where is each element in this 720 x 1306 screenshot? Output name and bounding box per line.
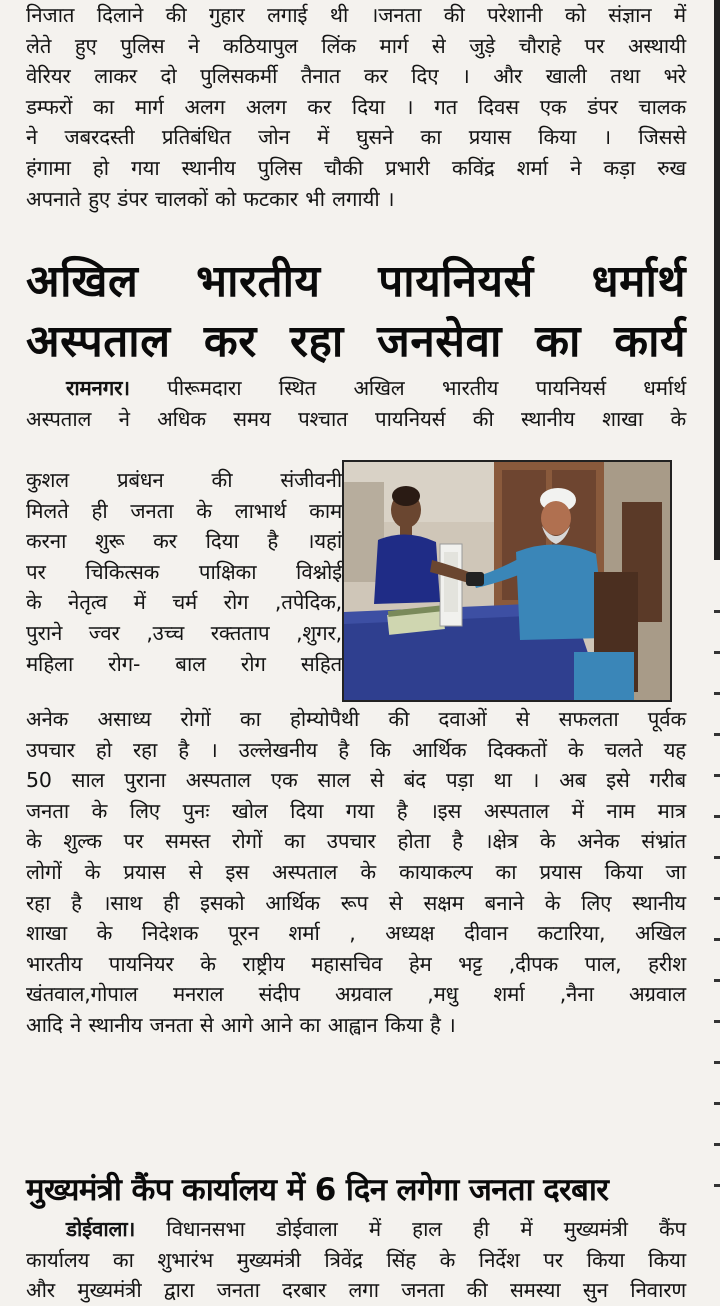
text-line: पर चिकित्सक पाक्षिका विश्नोई — [26, 559, 342, 584]
text-line: अपनाते हुए डंपर चालकों को फटकार भी लगायी । — [26, 186, 395, 211]
second-story-body — [26, 1214, 686, 1306]
headline-line-1: अखिल भारतीय पायनियर्स धर्मार्थ — [26, 256, 686, 307]
text-line: वेरियर लाकर दो पुलिसकर्मी तैनात कर दिए । और खाली तथा भरे — [26, 64, 686, 89]
text-line: उपचार हो रहा है । उल्लेखनीय है कि आर्थिक दिक्कतों के चलते यह — [26, 737, 686, 762]
text-line — [26, 373, 686, 404]
text-line: महिला रोग- बाल रोग सहित — [26, 651, 342, 676]
story-body — [26, 704, 686, 1041]
previous-story-paragraph — [26, 0, 686, 214]
adjacent-column-text-fragments — [710, 610, 720, 1225]
text-line: अस्पताल ने अधिक समय पश्चात पायनियर्स की स्थानीय शाखा के — [26, 406, 686, 431]
dateline-place: डोईवाला। — [66, 1217, 136, 1241]
clinic-scene-illustration — [344, 462, 670, 700]
text-line: के नेतृत्व में चर्म रोग ,तपेदिक, — [26, 590, 342, 615]
news-photo — [342, 460, 672, 702]
lead-text: विधानसभा डोईवाला में हाल ही में मुख्यमंत्री कैंप — [166, 1217, 686, 1241]
wrapped-text — [26, 465, 342, 679]
adjacent-column-edge — [712, 0, 720, 1280]
text-line: अनेक असाध्य रोगों का होम्योपैथी की दवाओं से सफलता पूर्वक — [26, 707, 686, 731]
text-line: ने जबरदस्ती प्रतिबंधित जोन में घुसने का प्रयास किया । जिससे — [26, 125, 686, 150]
text-line: और मुख्यमंत्री द्वारा जनता दरबार लगा जनता की समस्या सुन निवारण — [26, 1278, 686, 1303]
text-line: खंतवाल,गोपाल मनराल संदीप अग्रवाल ,मधु शर्मा ,नैना अग्रवाल — [26, 982, 686, 1007]
text-line: आदि ने स्थानीय जनता से आगे आने का आह्वान किया है । — [26, 1012, 456, 1037]
text-line: रहा है ।साथ ही इसको आर्थिक रूप से सक्षम बनाने के लिए स्थानीय — [26, 890, 686, 915]
lead-text: पीरूमदारा स्थित अखिल भारतीय पायनियर्स धर्मार्थ — [167, 376, 686, 400]
text-line: कार्यालय का शुभारंभ मुख्यमंत्री त्रिवेंद्र सिंह के निर्देश पर किया किया — [26, 1247, 686, 1272]
text-line: मिलते ही जनता के लाभार्थ काम — [26, 498, 342, 523]
text-line: लेते हुए पुलिस ने कठियापुल लिंक मार्ग से जुड़े चौराहे पर अस्थायी — [26, 33, 686, 58]
text-line: शाखा के निदेशक पूरन शर्मा , अध्यक्ष दीवान कटारिया, अखिल — [26, 921, 686, 946]
text-line: हंगामा हो गया स्थानीय पुलिस चौकी प्रभारी कविंद्र शर्मा ने कड़ा रुख — [26, 155, 686, 180]
dateline-place: रामनगर। — [66, 376, 130, 400]
text-line: निजात दिलाने की गुहार लगाई थी ।जनता की परेशानी को संज्ञान में — [26, 3, 686, 27]
text-line: पुराने ज्वर ,उच्च रक्तताप ,शुगर, — [26, 620, 342, 645]
text-line — [26, 1214, 686, 1245]
story-lead — [26, 373, 686, 434]
text-line: करना शुरू कर दिया है ।यहां — [26, 529, 342, 554]
text-line: डम्फरों का मार्ग अलग अलग कर दिया । गत दिवस एक डंपर चालक — [26, 94, 686, 119]
text-line: के शुल्क पर समस्त रोगों का उपचार होता है ।क्षेत्र के अनेक संभ्रांत — [26, 829, 686, 854]
text-line: जनता के लिए पुनः खोल दिया गया है ।इस अस्पताल में नाम मात्र — [26, 798, 686, 823]
story-headline — [26, 252, 686, 372]
adjacent-column-rule — [714, 0, 720, 560]
text-line: 50 साल पुराना अस्पताल एक साल से बंद पड़ा था । अब इसे गरीब — [26, 768, 686, 793]
headline-line-2: अस्पताल कर रहा जनसेवा का कार्य — [26, 316, 686, 367]
text-line: कुशल प्रबंधन की संजीवनी — [26, 468, 342, 492]
second-story-headline: मुख्यमंत्री कैंप कार्यालय में 6 दिन लगेगा जनता दरबार — [26, 1172, 609, 1208]
text-line: भारतीय पायनियर के राष्ट्रीय महासचिव हेम भट्ट ,दीपक पाल, हरीश — [26, 951, 686, 976]
text-line: लोगों के प्रयास से इस अस्पताल के कायाकल्प का प्रयास किया जा — [26, 859, 686, 884]
